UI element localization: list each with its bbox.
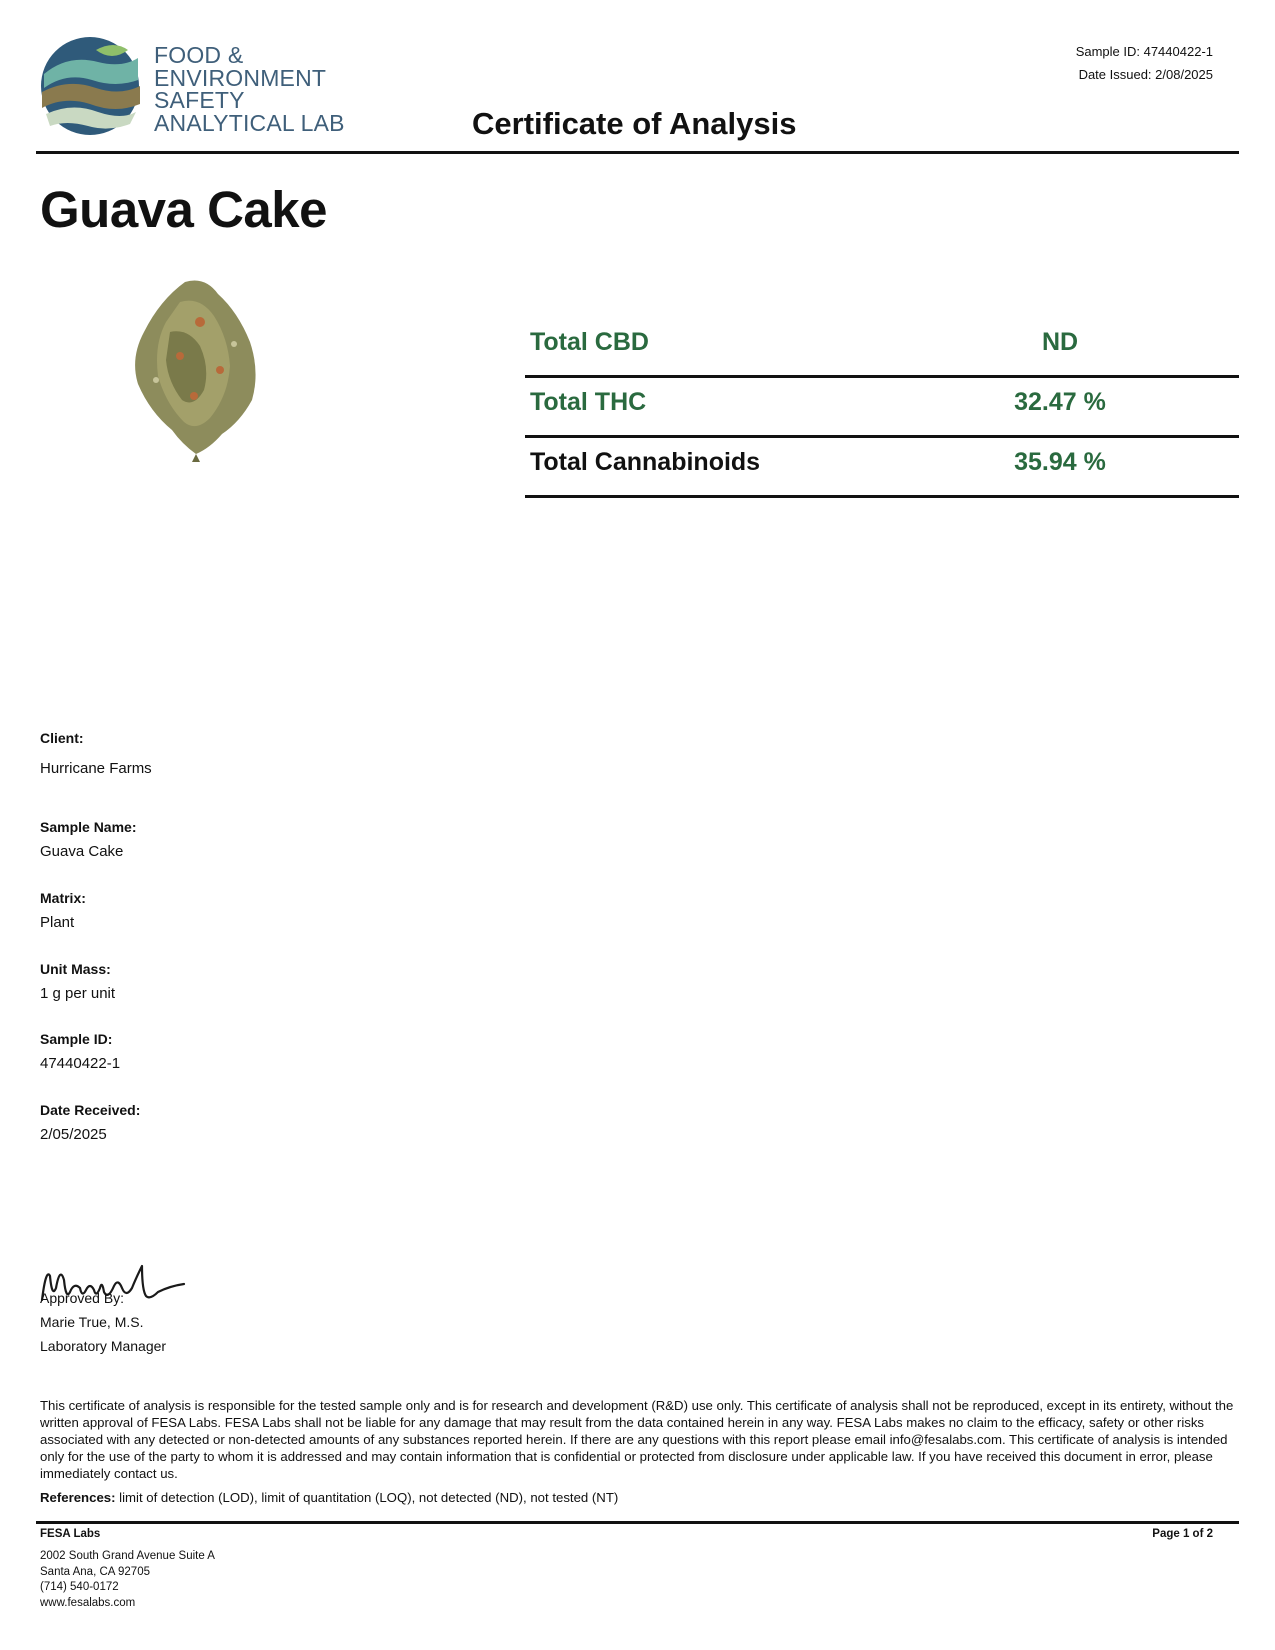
footer-divider (36, 1521, 1239, 1524)
lab-logo-mark (38, 36, 148, 146)
summary-value: 35.94 % (1014, 448, 1106, 476)
summary-label: Total CBD (530, 328, 649, 356)
header-sample-id: Sample ID: 47440422-1 (1075, 44, 1213, 59)
sample-id-label: Sample ID: (40, 1031, 113, 1047)
footer-lab-name: FESA Labs (40, 1528, 101, 1540)
sample-name-label: Sample Name: (40, 819, 137, 835)
header-date-issued: Date Issued: 2/08/2025 (1078, 67, 1213, 82)
logo-line: ANALYTICAL LAB (154, 109, 345, 136)
summary-value: 32.47 % (1014, 388, 1106, 416)
sample-name-value: Guava Cake (40, 843, 124, 860)
website[interactable]: www.fesalabs.com (40, 1596, 136, 1609)
lab-logo-wordmark (154, 44, 345, 134)
sample-title: Guava Cake (40, 181, 328, 238)
cannabis-bud-image (110, 272, 280, 462)
address-line: Santa Ana, CA 92705 (40, 1565, 150, 1578)
matrix-label: Matrix: (40, 890, 86, 906)
document-title: Certificate of Analysis (472, 106, 797, 141)
approver-title: Laboratory Manager (40, 1338, 167, 1354)
summary-label: Total Cannabinoids (530, 448, 761, 476)
footer-address (40, 1549, 215, 1611)
summary-row-total-cannabinoids (525, 438, 1239, 498)
summary-row-total-thc (525, 378, 1239, 438)
logo-line: FOOD & (154, 42, 244, 68)
cannabinoid-summary (525, 318, 1239, 498)
unit-mass-value: 1 g per unit (40, 985, 116, 1002)
header-divider (36, 151, 1239, 154)
phone-number: (714) 540-0172 (40, 1581, 119, 1593)
client-value: Hurricane Farms (40, 760, 152, 777)
references-text: limit of detection (LOD), limit of quantitation (LOQ), not detected (ND), not tested (NT) (115, 1490, 619, 1505)
summary-value: ND (1041, 328, 1079, 356)
logo-line: ENVIRONMENT (154, 64, 327, 91)
approver-name: Marie True, M.S. (40, 1314, 144, 1330)
date-received-value: 2/05/2025 (40, 1126, 107, 1143)
address-line: 2002 South Grand Avenue Suite A (40, 1550, 215, 1562)
unit-mass-label: Unit Mass: (40, 961, 111, 977)
page-number: Page 1 of 2 (1152, 1528, 1213, 1540)
header-meta (1076, 40, 1213, 86)
summary-label: Total THC (530, 388, 647, 416)
product-image (110, 272, 280, 462)
matrix-value: Plant (40, 914, 75, 931)
references-label: References: (40, 1490, 116, 1505)
logo-line: SAFETY (154, 87, 245, 113)
summary-row-total-cbd (525, 318, 1239, 378)
date-received-label: Date Received: (40, 1102, 141, 1118)
sample-id-value: 47440422-1 (40, 1055, 121, 1072)
client-label: Client: (40, 730, 84, 746)
references (40, 1490, 618, 1505)
approved-by-label: Approved By: (40, 1290, 125, 1306)
disclaimer-text: This certificate of analysis is responsible for the tested sample only and is for research and development (R&D) use only. This certificate of analysis shall not be reproduced, except in its entirety, without the written approval of FESA Labs. FESA Labs shall not be liable for any damage that may result from the data contained herein in any way. FESA Labs makes no claim to the efficacy, safety or other risks associated with any detected or non-detected amounts of any substances reported herein. If there are any questions with this report please email info@fesalabs.com. This certificate of analysis is intended only for the use of the party to whom it is addressed and may contain information that is confidential or protected from disclosure under applicable law. If you have received this document in error, please immediately contact us. (40, 1398, 1234, 1481)
